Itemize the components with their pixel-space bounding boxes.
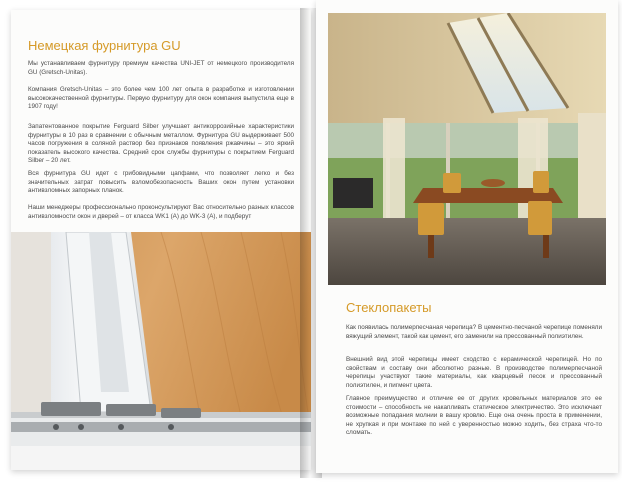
conservatory-dining-photo bbox=[328, 13, 606, 285]
left-paragraph-2: Компания Gretsch-Unitas – это более чем 100 лет опыта в разработке и изготовлении высококачественной фурнитуры. Первую фурнитуру для окон компания выпустила еще в 1907 году! bbox=[28, 86, 294, 111]
window-hardware-photo bbox=[11, 232, 311, 470]
right-paragraph-3: Главное преимущество и отличие ее от других кровельных материалов это ее стоимости – способность не накапливать статическое электричество. Это исключает возможные попадания молнии в вашу кровлю. Еще она очень проста в применении, не хрупкая и при монтаже по ней с уверенностью можно ходить, без страха что-то сломать. bbox=[346, 395, 602, 437]
left-page-heading: Немецкая фурнитура GU bbox=[28, 38, 181, 53]
left-paragraph-3: Запатентованное покрытие Ferguard Silber улучшает антикоррозийные характеристики фурнитуры в 10 раз в сравнении с обычным металлом. Фурнитура GU выдерживает 500 часов погружения в соляной раствор без признаков появления ржавчины – это яркий показатель высокого качества. Средний срок службы фурнитуры с покрытием Ferguard Silber – 20 лет. bbox=[28, 123, 294, 165]
right-page-heading: Стеклопакеты bbox=[346, 300, 432, 315]
right-page bbox=[316, 0, 618, 473]
right-paragraph-2: Внешний вид этой черепицы имеет сходство с керамической черепицей. Но по свойствам и составу они абсолютно разные. В производстве полимерпесчаной черепицы участвуют такие материалы, как кварцевый песок и прессованный полиэтилен, и пигмент цвета. bbox=[346, 356, 602, 389]
left-paragraph-5: Наши менеджеры профессионально проконсультируют Вас относительно разных классов антивзломности окон и дверей – от класса WK1 (A) до WK-3 (A), и подберут bbox=[28, 204, 294, 220]
left-page bbox=[11, 10, 311, 470]
right-paragraph-1: Как появилась полимерпесчаная черепица? В цементно-песчаной черепице поменяли вяжущий элемент, такой как цемент, его заменили на прессованный полиэтилен. bbox=[346, 324, 602, 340]
left-paragraph-1: Мы устанавливаем фурнитуру премиум качества UNI-JET от немецкого производителя GU (Gretsch-Unitas). bbox=[28, 60, 294, 76]
left-paragraph-4: Вся фурнитура GU идет с грибовидными цапфами, что позволяет легко и без значительных затрат повысить взломобезопасность Ваших окон путем установки антивзломных запорных планок. bbox=[28, 170, 294, 195]
